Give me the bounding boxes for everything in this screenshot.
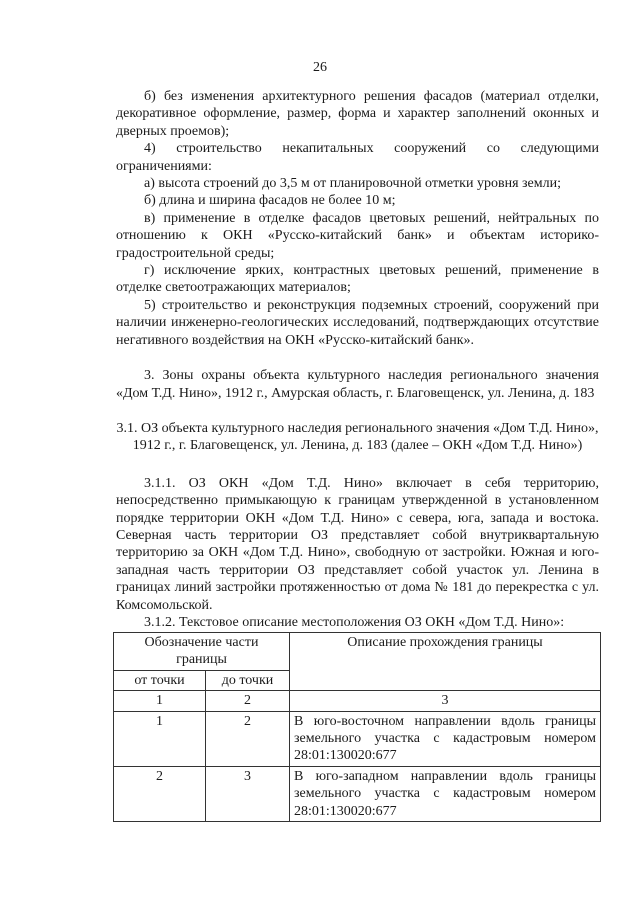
col-number: 3 <box>290 691 601 711</box>
paragraph-item-5: 5) строительство и реконструкция подземных строений, сооружений при наличии инженерно-геологических исследований, подтверждающих отсутствие негативного воздействия на ОКН «Русско-китайский банк». <box>116 297 599 348</box>
paragraph-item-g: г) исключение ярких, контрастных цветовых решений, применение в отделке светоотражающих материалов; <box>116 263 599 296</box>
header-from-point: от точки <box>114 670 206 690</box>
page-number: 26 <box>313 60 327 75</box>
table-row <box>114 711 601 766</box>
table-numbering-row <box>114 691 601 711</box>
paragraph-item-a: а) высота строений до 3,5 м от планировочной отметки уровня земли; <box>144 176 561 192</box>
col-number: 2 <box>206 691 290 711</box>
table-header-row <box>114 633 601 671</box>
paragraph-item-v: в) применение в отделке фасадов цветовых решений, нейтральных по отношению к ОКН «Русско-китайский банк» и объектам историко-градостроительной среды; <box>116 210 599 261</box>
paragraph-item-b: б) длина и ширина фасадов не более 10 м; <box>144 193 396 209</box>
header-boundary-part: Обозначение части границы <box>114 633 290 671</box>
paragraph-3-1-1: 3.1.1. ОЗ ОКН «Дом Т.Д. Нино» включает в себя территорию, непосредственно примыкающую к границам утвержденной в установленном порядке территории ОКН «Дом Т.Д. Нино» с севера, юга, запада и востока. Северная часть территории ОЗ представляет собой внутриквартальную территорию за ОКН «Дом Т.Д. Нино», свободную от застройки. Южная и юго-западная часть территории ОЗ представляет собой участок ул. Ленина в границах линий застройки протяженностью от дома № 181 до перекрестка с ул. Комсомольской. <box>116 475 599 613</box>
cell-to: 2 <box>206 711 290 766</box>
paragraph-item-4: 4) строительство некапитальных сооружений со следующими ограничениями: <box>116 141 599 174</box>
table-row <box>114 766 601 821</box>
cell-to: 3 <box>206 766 290 821</box>
section-3-1-heading: 3.1. ОЗ объекта культурного наследия регионального значения «Дом Т.Д. Нино», 1912 г., г. Благовещенск, ул. Ленина, д. 183 (далее – ОКН «Дом Т.Д. Нино») <box>116 420 599 454</box>
header-boundary-description: Описание прохождения границы <box>290 633 601 691</box>
boundary-table <box>113 632 601 822</box>
document-body <box>116 88 599 631</box>
cell-from: 2 <box>114 766 206 821</box>
paragraph-3-1-2: 3.1.2. Текстовое описание местоположения ОЗ ОКН «Дом Т.Д. Нино»: <box>144 614 565 630</box>
col-number: 1 <box>114 691 206 711</box>
cell-from: 1 <box>114 711 206 766</box>
header-to-point: до точки <box>206 670 290 690</box>
cell-description: В юго-западном направлении вдоль границы земельного участка с кадастровым номером 28:01:130020:677 <box>290 766 601 821</box>
section-3-heading: 3. Зоны охраны объекта культурного наследия регионального значения «Дом Т.Д. Нино», 1912 г., Амурская область, г. Благовещенск, ул. Ленина, д. 183 <box>116 368 599 401</box>
cell-description: В юго-восточном направлении вдоль границы земельного участка с кадастровым номером 28:01:130020:677 <box>290 711 601 766</box>
paragraph-facade-b: б) без изменения архитектурного решения фасадов (материал отделки, декоративное оформление, размер, форма и характер заполнений оконных и дверных проемов); <box>116 89 599 139</box>
